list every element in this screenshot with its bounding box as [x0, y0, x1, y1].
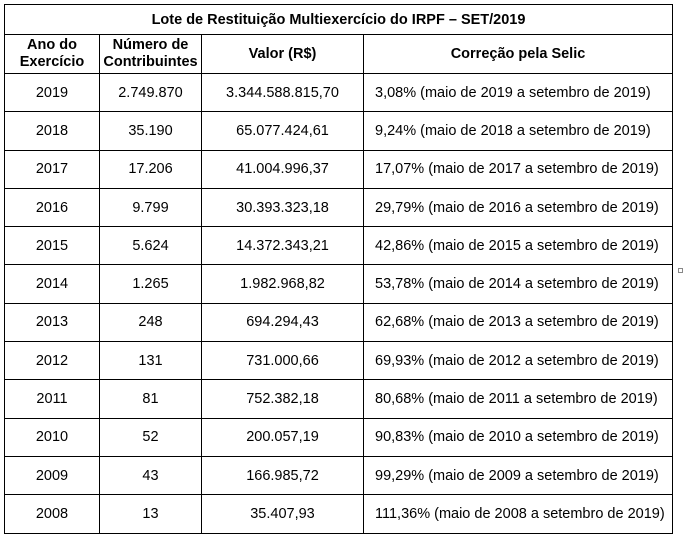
table-row [5, 227, 673, 265]
cell-ano: 2018 [5, 112, 100, 150]
header-ano-exercicio [5, 35, 100, 74]
cell-contribuintes: 13 [100, 495, 202, 533]
table-title-row [5, 5, 673, 35]
cell-valor: 731.000,66 [202, 342, 364, 380]
cell-ano: 2011 [5, 380, 100, 418]
cell-correcao: 99,29% (maio de 2009 a setembro de 2019) [364, 456, 673, 494]
cell-valor: 41.004.996,37 [202, 150, 364, 188]
table-title: Lote de Restituição Multiexercício do IRPF – SET/2019 [5, 5, 673, 35]
table-row [5, 456, 673, 494]
cell-correcao: 29,79% (maio de 2016 a setembro de 2019) [364, 188, 673, 226]
table-row [5, 188, 673, 226]
cell-ano: 2015 [5, 227, 100, 265]
cell-ano: 2013 [5, 303, 100, 341]
table-body [5, 74, 673, 534]
cell-ano: 2019 [5, 74, 100, 112]
restitution-table [4, 4, 673, 534]
cell-ano: 2016 [5, 188, 100, 226]
header-ano-line-1: Ano do [27, 37, 77, 53]
cell-correcao: 3,08% (maio de 2019 a setembro de 2019) [364, 74, 673, 112]
cell-correcao: 9,24% (maio de 2018 a setembro de 2019) [364, 112, 673, 150]
cell-valor: 1.982.968,82 [202, 265, 364, 303]
cell-contribuintes: 131 [100, 342, 202, 380]
cell-contribuintes: 5.624 [100, 227, 202, 265]
cell-correcao: 90,83% (maio de 2010 a setembro de 2019) [364, 418, 673, 456]
cell-ano: 2017 [5, 150, 100, 188]
table-row [5, 418, 673, 456]
table-row [5, 150, 673, 188]
cell-valor: 3.344.588.815,70 [202, 74, 364, 112]
cell-contribuintes: 52 [100, 418, 202, 456]
cell-ano: 2008 [5, 495, 100, 533]
cell-valor: 14.372.343,21 [202, 227, 364, 265]
cell-ano: 2009 [5, 456, 100, 494]
cell-contribuintes: 248 [100, 303, 202, 341]
cell-ano: 2012 [5, 342, 100, 380]
table-row [5, 112, 673, 150]
cell-correcao: 69,93% (maio de 2012 a setembro de 2019) [364, 342, 673, 380]
cell-correcao: 42,86% (maio de 2015 a setembro de 2019) [364, 227, 673, 265]
cell-contribuintes: 17.206 [100, 150, 202, 188]
table-row [5, 342, 673, 380]
cell-ano: 2010 [5, 418, 100, 456]
cell-contribuintes: 81 [100, 380, 202, 418]
table-row [5, 495, 673, 533]
cell-valor: 752.382,18 [202, 380, 364, 418]
table-row [5, 74, 673, 112]
cell-ano: 2014 [5, 265, 100, 303]
header-numero-contribuintes [100, 35, 202, 74]
header-numero-line-2: Contribuintes [103, 54, 198, 70]
cell-contribuintes: 1.265 [100, 265, 202, 303]
cell-valor: 694.294,43 [202, 303, 364, 341]
resize-handle[interactable] [678, 268, 683, 273]
header-correcao-selic: Correção pela Selic [364, 35, 673, 74]
cell-correcao: 80,68% (maio de 2011 a setembro de 2019) [364, 380, 673, 418]
cell-correcao: 62,68% (maio de 2013 a setembro de 2019) [364, 303, 673, 341]
cell-correcao: 17,07% (maio de 2017 a setembro de 2019) [364, 150, 673, 188]
header-valor: Valor (R$) [202, 35, 364, 74]
cell-contribuintes: 2.749.870 [100, 74, 202, 112]
cell-contribuintes: 35.190 [100, 112, 202, 150]
cell-contribuintes: 9.799 [100, 188, 202, 226]
cell-valor: 166.985,72 [202, 456, 364, 494]
table-row [5, 265, 673, 303]
header-numero-line-1: Número de [112, 37, 189, 53]
header-ano-line-2: Exercício [19, 54, 85, 70]
cell-valor: 200.057,19 [202, 418, 364, 456]
cell-valor: 65.077.424,61 [202, 112, 364, 150]
cell-valor: 30.393.323,18 [202, 188, 364, 226]
table-header-row [5, 35, 673, 74]
restitution-table-container [4, 4, 673, 534]
cell-correcao: 111,36% (maio de 2008 a setembro de 2019) [364, 495, 673, 533]
cell-correcao: 53,78% (maio de 2014 a setembro de 2019) [364, 265, 673, 303]
cell-valor: 35.407,93 [202, 495, 364, 533]
table-row [5, 380, 673, 418]
table-row [5, 303, 673, 341]
cell-contribuintes: 43 [100, 456, 202, 494]
